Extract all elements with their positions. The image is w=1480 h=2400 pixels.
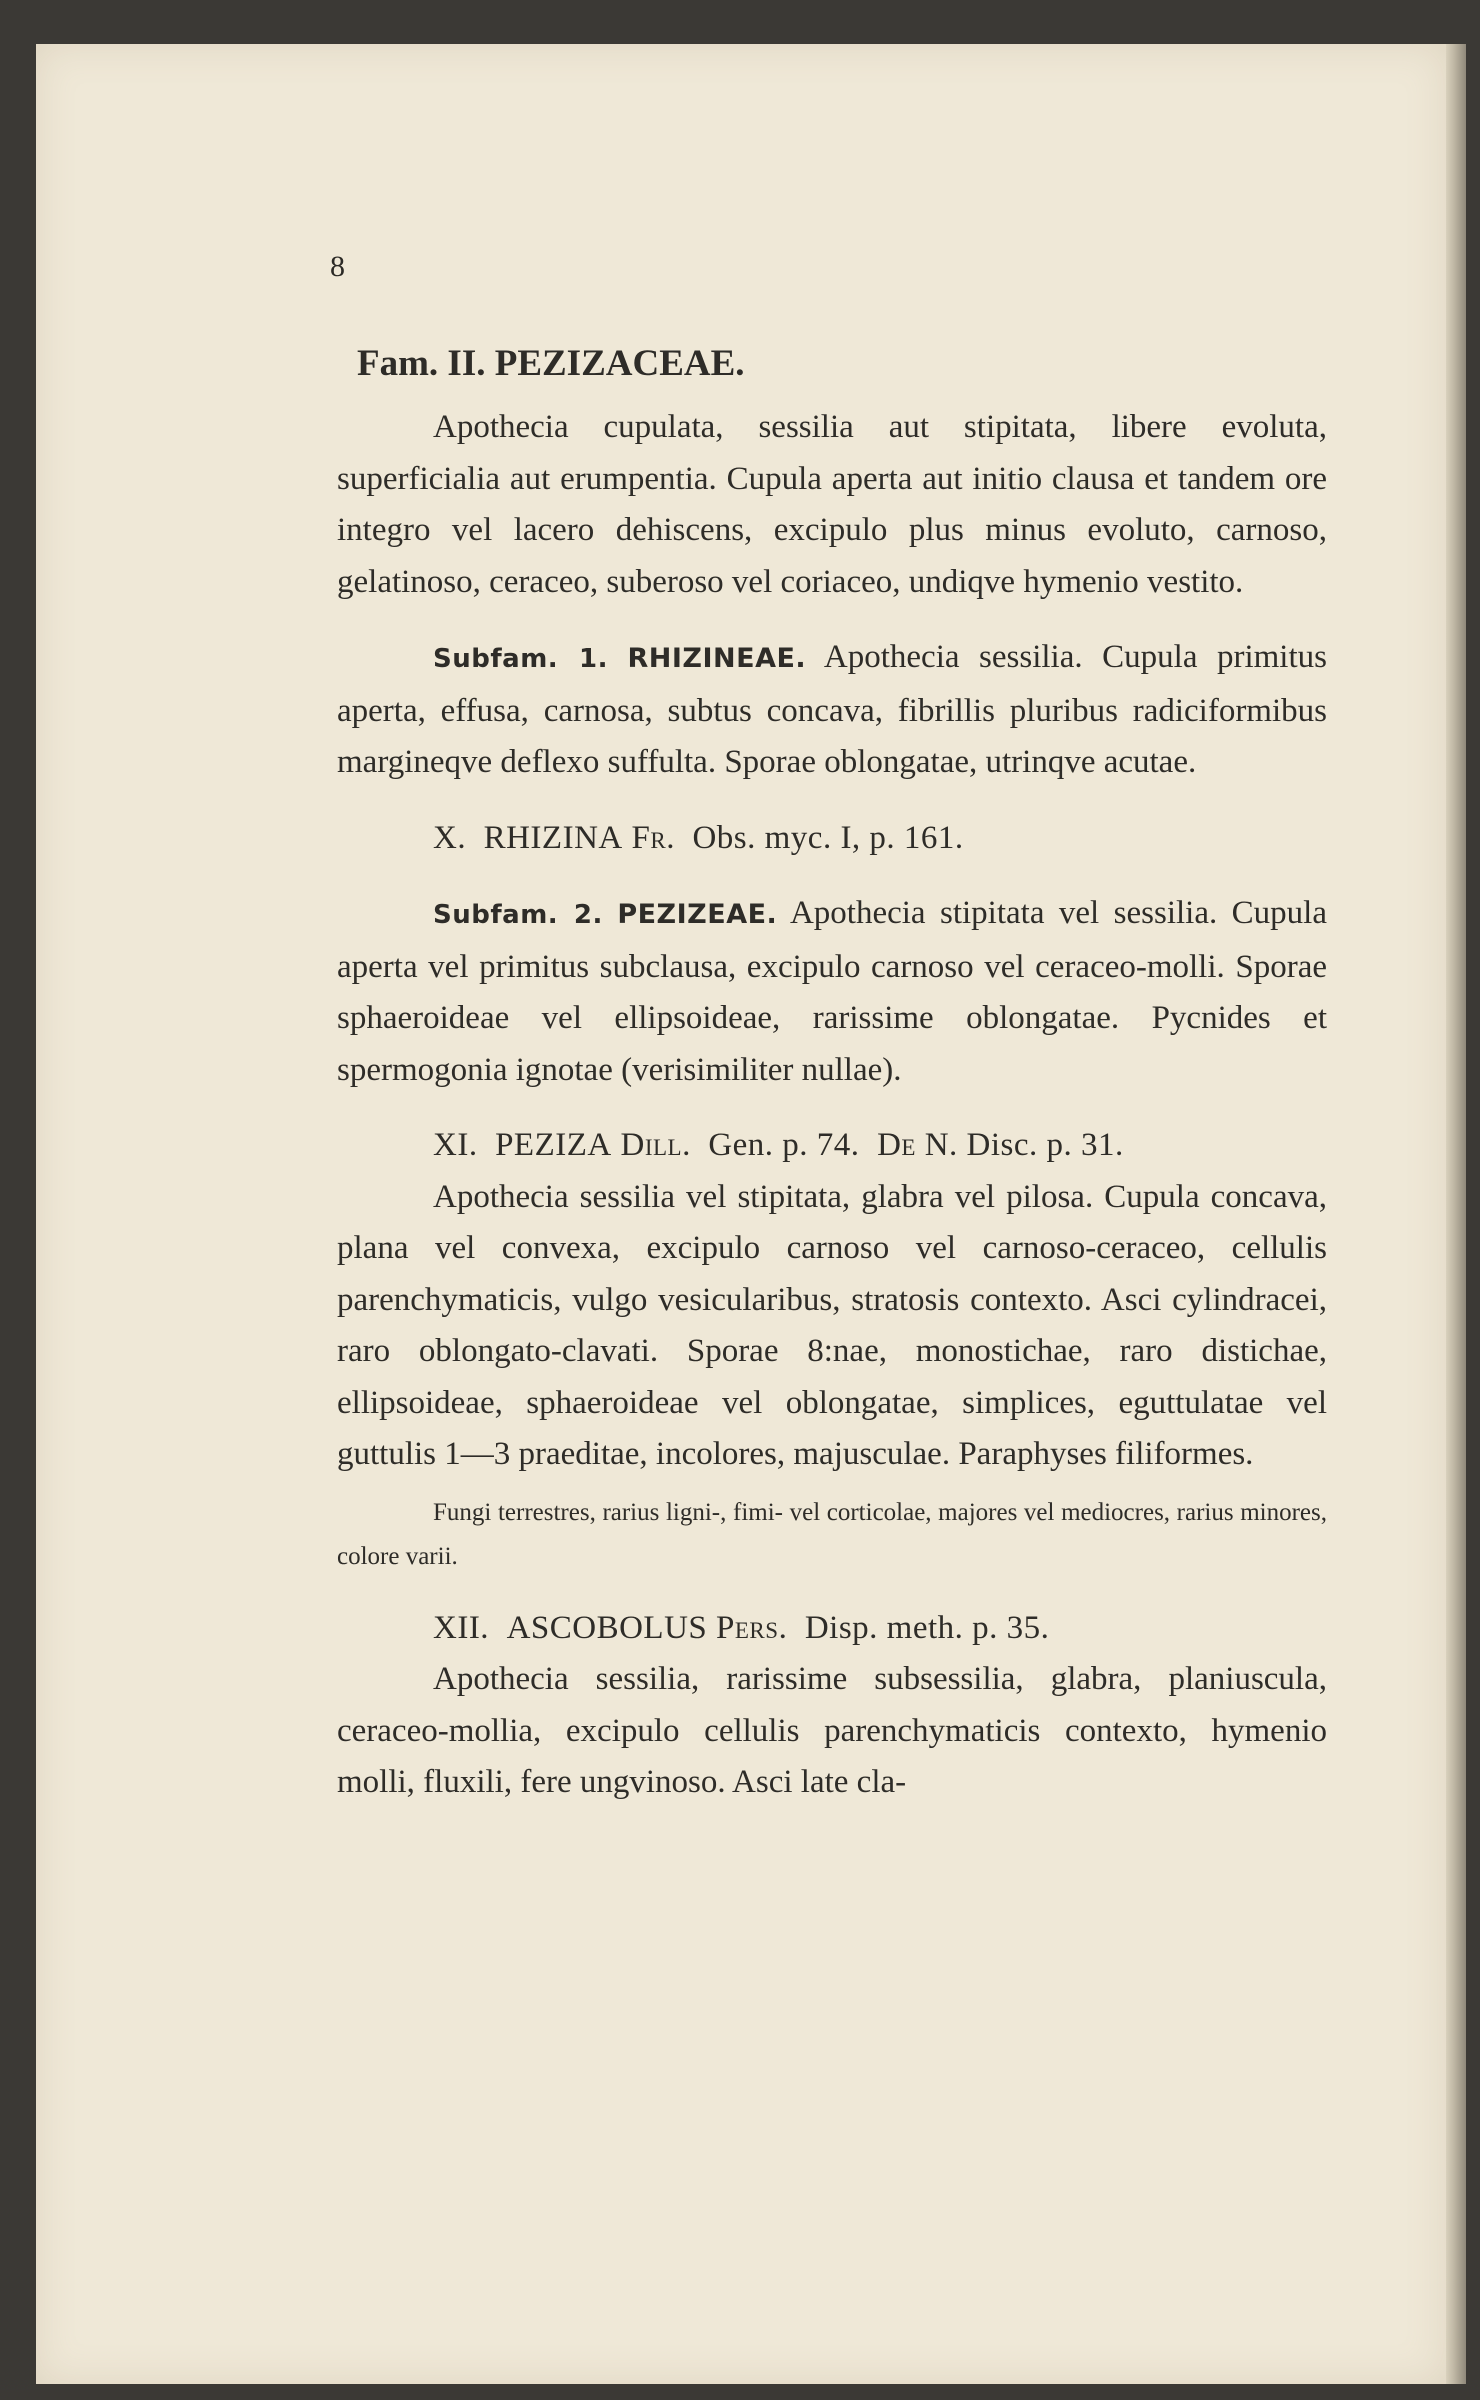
genus-xii-numeral: XII. bbox=[433, 1609, 490, 1646]
genus-x-line bbox=[337, 813, 1327, 865]
genus-xii-line bbox=[337, 1603, 1327, 1655]
genus-x-author: Fr. bbox=[631, 819, 675, 856]
genus-xii-description: Apothecia sessilia, rarissime subsessilia, glabra, planiuscula, ceraceo-mollia, excipulo cellulis parenchymaticis contexto, hymenio molli, fluxili, fere ungvinoso. Asci late cla- bbox=[337, 1661, 1327, 1800]
genus-x-reference: Obs. myc. I, p. 161. bbox=[692, 819, 964, 856]
subfamily-1-label: Subfam. 1. bbox=[433, 644, 608, 674]
genus-xii-author: Pers. bbox=[716, 1609, 788, 1646]
subfamily-1-name: RHIZINEAE. bbox=[627, 643, 807, 674]
genus-xi-reference-b: N. Disc. p. 31. bbox=[924, 1127, 1124, 1163]
page-number: 8 bbox=[330, 250, 345, 283]
page-edge bbox=[1446, 44, 1466, 2384]
subfamily-2-name: PEZIZEAE. bbox=[617, 899, 778, 930]
page-text bbox=[337, 338, 1327, 1809]
subfamily-2-paragraph bbox=[337, 888, 1327, 1096]
subfamily-2-label: Subfam. 2. bbox=[433, 900, 603, 930]
genus-xi-numeral: XI. bbox=[433, 1127, 478, 1163]
genus-xii-name: ASCOBOLUS bbox=[506, 1609, 708, 1646]
genus-xi-description: Apothecia sessilia vel stipitata, glabra vel pilosa. Cupula concava, plana vel convexa, excipulo carnoso vel carnoso-ceraceo, cellulis parenchymaticis, vulgo vesicularibus, stratosis contexto. Asci cylindracei, raro oblongato-clavati. Sporae 8:nae, monostichae, raro distichae, ellipsoideae, sphaeroideae vel oblongatae, simplices, eguttulatae vel guttulis 1—3 praeditae, incolores, majusculae. Paraphyses filiformes. bbox=[337, 1178, 1327, 1472]
subfamily-1-paragraph bbox=[337, 632, 1327, 789]
genus-xi-author: Dill. bbox=[620, 1127, 691, 1163]
genus-xi-author-2: De bbox=[877, 1127, 916, 1163]
genus-xi-reference-a: Gen. p. 74. bbox=[708, 1127, 860, 1163]
subfamily-1-description: Apothecia sessilia. Cupula primitus aperta, effusa, carnosa, subtus concava, fibrillis pluribus radiciformibus margineqve deflexo suffulta. Sporae oblongatae, utrinqve acutae. bbox=[337, 639, 1327, 780]
genus-xi-note: Fungi terrestres, rarius ligni-, fimi- vel corticolae, majores vel mediocres, rarius minores, colore varii. bbox=[337, 1498, 1327, 1570]
genus-x-name: RHIZINA bbox=[483, 819, 623, 856]
genus-xi-name: PEZIZA bbox=[495, 1127, 612, 1163]
genus-x-numeral: X. bbox=[433, 819, 467, 856]
subfamily-2-description: Apothecia stipitata vel sessilia. Cupula aperta vel primitus subclausa, excipulo carnoso vel ceraceo-molli. Sporae sphaeroideae vel ellipsoideae, rarissime oblongatae. Pycnides et spermogonia ignotae (verisimiliter nullae). bbox=[337, 895, 1327, 1088]
family-description: Apothecia cupulata, sessilia aut stipitata, libere evoluta, superficialia aut erumpentia. Cupula aperta aut initio clausa et tandem ore integro vel lacero dehiscens, excipulo plus minus evoluto, carnoso, gelatinoso, ceraceo, suberoso vel coriaceo, undiqve hymenio vestito. bbox=[337, 409, 1327, 600]
genus-xi-line bbox=[337, 1120, 1327, 1172]
family-heading: Fam. II. PEZIZACEAE. bbox=[357, 343, 745, 384]
genus-xii-reference: Disp. meth. p. 35. bbox=[804, 1609, 1050, 1646]
